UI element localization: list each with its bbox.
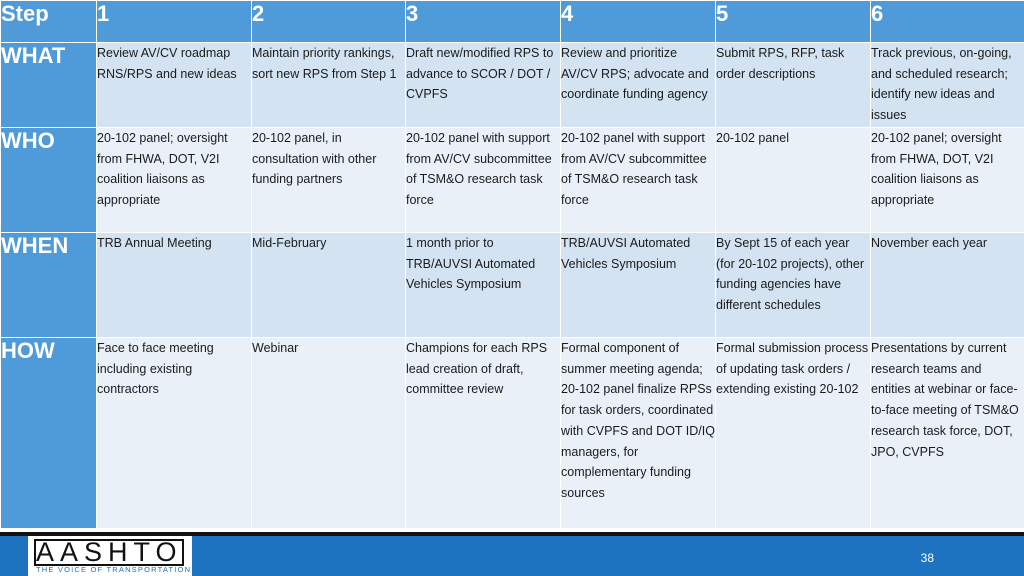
how-step-1-cell: Face to face meeting including existing contractors <box>97 338 252 529</box>
step-6-header: 6 <box>871 1 1024 43</box>
what-step-3-cell: Draft new/modified RPS to advance to SCOR / DOT / CVPFS <box>406 43 561 128</box>
who-step-3-cell: 20-102 panel with support from AV/CV subcommittee of TSM&O research task force <box>406 128 561 233</box>
when-step-1-cell: TRB Annual Meeting <box>97 233 252 338</box>
who-step-1-cell: 20-102 panel; oversight from FHWA, DOT, V2I coalition liaisons as appropriate <box>97 128 252 233</box>
page-number: 38 <box>920 551 934 565</box>
what-row-label: WHAT <box>1 43 97 128</box>
when-row <box>1 233 1024 338</box>
how-step-3-cell: Champions for each RPS lead creation of draft, committee review <box>406 338 561 529</box>
logo-tagline: THE VOICE OF TRANSPORTATION <box>36 565 192 574</box>
what-step-1-cell: Review AV/CV roadmap RNS/RPS and new ideas <box>97 43 252 128</box>
header-row <box>1 1 1024 43</box>
when-step-3-cell: 1 month prior to TRB/AUVSI Automated Vehicles Symposium <box>406 233 561 338</box>
when-step-5-cell: By Sept 15 of each year (for 20-102 projects), other funding agencies have different schedules <box>716 233 871 338</box>
how-row-label: HOW <box>1 338 97 529</box>
step-header-label: Step <box>1 1 97 43</box>
what-step-5-cell: Submit RPS, RFP, task order descriptions <box>716 43 871 128</box>
aashto-logo <box>28 536 192 576</box>
what-row <box>1 43 1024 128</box>
when-row-label: WHEN <box>1 233 97 338</box>
when-step-6-cell: November each year <box>871 233 1024 338</box>
what-step-4-cell: Review and prioritize AV/CV RPS; advocate and coordinate funding agency <box>561 43 716 128</box>
step-5-header: 5 <box>716 1 871 43</box>
who-step-4-cell: 20-102 panel with support from AV/CV subcommittee of TSM&O research task force <box>561 128 716 233</box>
when-step-2-cell: Mid-February <box>252 233 406 338</box>
who-step-2-cell: 20-102 panel, in consultation with other funding partners <box>252 128 406 233</box>
how-step-4-cell: Formal component of summer meeting agenda; 20-102 panel finalize RPSs for task orders, coordinated with CVPFS and DOT ID/IQ managers, for complementary funding sources <box>561 338 716 529</box>
who-step-6-cell: 20-102 panel; oversight from FHWA, DOT, V2I coalition liaisons as appropriate <box>871 128 1024 233</box>
how-step-5-cell: Formal submission process of updating task orders / extending existing 20-102 <box>716 338 871 529</box>
step-1-header: 1 <box>97 1 252 43</box>
how-step-6-cell: Presentations by current research teams and entities at webinar or face-to-face meeting of TSM&O research task force, DOT, JPO, CVPFS <box>871 338 1024 529</box>
what-step-6-cell: Track previous, on-going, and scheduled research; identify new ideas and issues <box>871 43 1024 128</box>
step-3-header: 3 <box>406 1 561 43</box>
step-2-header: 2 <box>252 1 406 43</box>
who-step-5-cell: 20-102 panel <box>716 128 871 233</box>
when-step-4-cell: TRB/AUVSI Automated Vehicles Symposium <box>561 233 716 338</box>
what-step-2-cell: Maintain priority rankings, sort new RPS from Step 1 <box>252 43 406 128</box>
how-step-2-cell: Webinar <box>252 338 406 529</box>
step-4-header: 4 <box>561 1 716 43</box>
how-row <box>1 338 1024 529</box>
who-row-label: WHO <box>1 128 97 233</box>
who-row <box>1 128 1024 233</box>
logo-wordmark: AASHTO <box>36 537 183 567</box>
